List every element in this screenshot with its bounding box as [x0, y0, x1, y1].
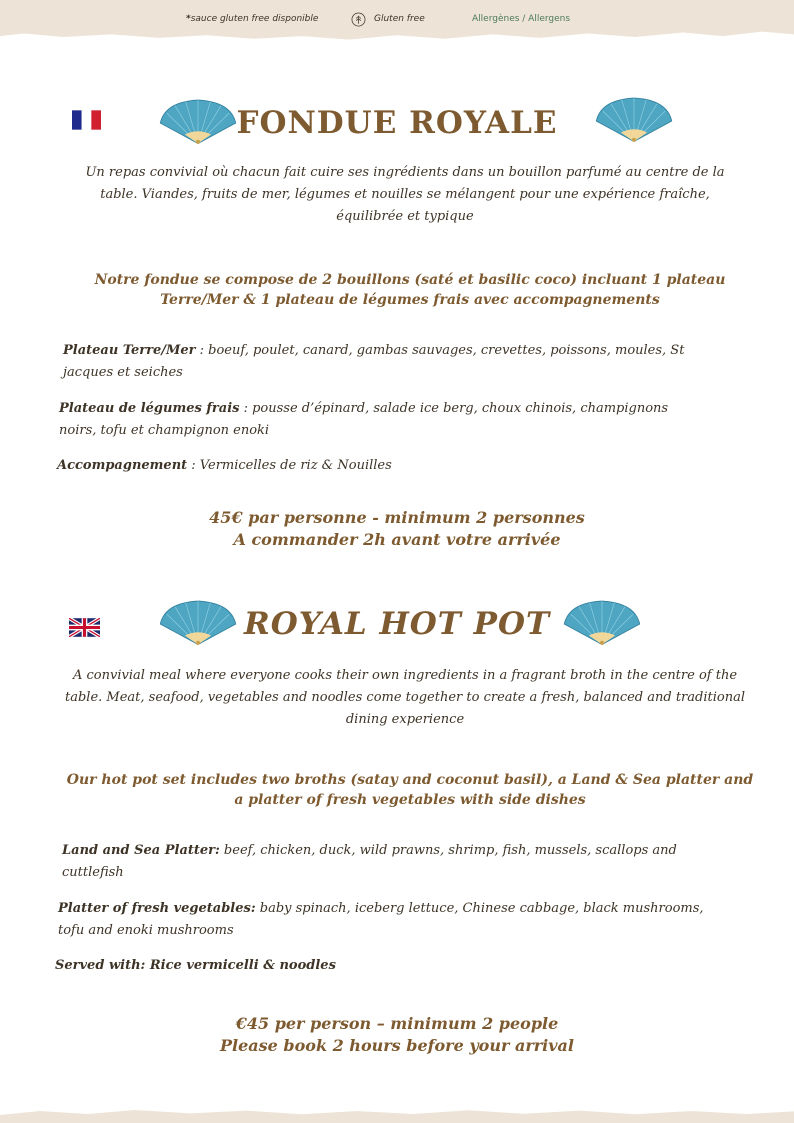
hot-pot-item-vegetables	[58, 898, 728, 942]
wheat-icon	[351, 12, 366, 27]
legend-bar	[0, 13, 794, 29]
item-text: : boeuf, poulet, canard, gambas sauvages, crevettes, poissons, moules, St jacques et seiches	[63, 343, 685, 380]
item-text: baby spinach, iceberg lettuce, Chinese cabbage, black mushrooms, tofu and enoki mushrooms	[58, 901, 704, 938]
hot-pot-price: €45 per person – minimum 2 people	[235, 1014, 559, 1033]
hot-pot-item-land-sea	[62, 840, 712, 884]
fan-icon	[561, 599, 643, 649]
item-text: : pousse d’épinard, salade ice berg, choux chinois, champignons noirs, tofu et champignon enoki	[59, 401, 669, 438]
fan-icon	[593, 96, 675, 146]
item-label: Plateau de légumes frais	[59, 401, 240, 416]
hot-pot-title: ROYAL HOT POT	[243, 606, 551, 642]
item-label: Platter of fresh vegetables:	[58, 901, 256, 916]
fondue-intro: Un repas convivial où chacun fait cuire ses ingrédients dans un bouillon parfumé au centre de la table. Viandes, fruits de mer, légumes et nouilles se mélangent pour une expérience fraîche, équilibrée et typique	[85, 165, 725, 224]
item-label: Accompagnement	[57, 458, 188, 473]
fondue-price: 45€ par personne - minimum 2 personnes	[209, 508, 585, 527]
item-label: Land and Sea Platter:	[62, 843, 220, 858]
fondue-title: FONDUE ROYALE	[236, 105, 558, 141]
item-text: beef, chicken, duck, wild prawns, shrimp, fish, mussels, scallops and cuttlefish	[62, 843, 677, 880]
fondue-item-sides	[57, 455, 697, 477]
item-label: Served with: Rice vermicelli & noodles	[55, 958, 336, 973]
hot-pot-intro: A convivial meal where everyone cooks their own ingredients in a fragrant broth in the centre of the table. Meat, seafood, vegetables and noodles come together to create a fresh, balanced and traditional dining experience	[65, 668, 745, 727]
fondue-order-note: A commander 2h avant votre arrivée	[233, 530, 561, 549]
fondue-subheading: Notre fondue se compose de 2 bouillons (saté et basilic coco) incluant 1 plateau Terre/Mer & 1 plateau de légumes frais avec accompagnements	[94, 272, 726, 308]
gluten-free-sauce-text: sauce gluten free disponible	[190, 14, 319, 24]
allergens-label: Allergènes / Allergens	[472, 14, 571, 24]
hot-pot-booking-note: Please book 2 hours before your arrival	[220, 1036, 574, 1055]
fondue-item-land-sea	[63, 340, 703, 384]
gluten-free-label: Gluten free	[374, 14, 425, 24]
paper-bottom-edge	[0, 1103, 794, 1123]
item-label: Plateau Terre/Mer	[63, 343, 196, 358]
hot-pot-subheading: Our hot pot set includes two broths (satay and coconut basil), a Land & Sea platter and a platter of fresh vegetables with side dishes	[66, 772, 754, 808]
fondue-item-vegetables	[59, 398, 699, 442]
hot-pot-item-sides	[55, 955, 705, 977]
gluten-free-sauce-note: *sauce gluten free disponible	[186, 14, 319, 24]
item-text: : Vermicelles de riz & Nouilles	[187, 458, 392, 473]
